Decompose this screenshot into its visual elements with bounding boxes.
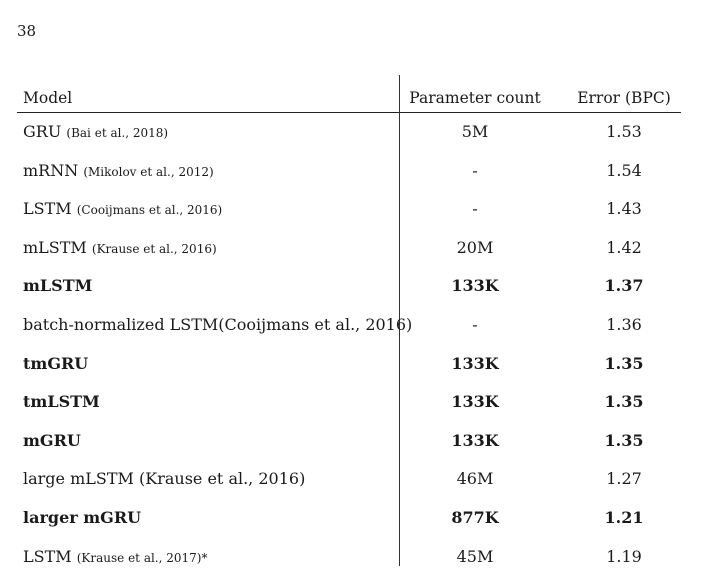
table-row	[17, 345, 687, 384]
table-row	[17, 152, 687, 191]
table-row	[17, 499, 687, 538]
model-name: batch-normalized LSTM(Cooijmans et al., 2016)	[23, 314, 413, 334]
model-cell	[23, 267, 92, 305]
model-cell	[23, 345, 88, 383]
table-body	[17, 113, 687, 576]
model-citation: (Cooijmans et al., 2016)	[76, 203, 223, 218]
table-row	[17, 229, 687, 268]
error-cell: 1.21	[604, 507, 644, 527]
model-cell	[23, 383, 100, 421]
model-name: larger mGRU	[23, 507, 142, 527]
header-error: Error (BPC)	[577, 89, 671, 107]
parameter-count-cell: 46M	[456, 469, 494, 489]
error-cell: 1.35	[604, 392, 644, 412]
model-name: LSTM	[23, 199, 72, 219]
error-cell: 1.35	[604, 353, 644, 373]
parameter-count-cell: -	[472, 314, 478, 334]
error-cell: 1.19	[606, 546, 642, 566]
model-name: LSTM	[23, 546, 72, 566]
parameter-count-cell: -	[472, 160, 478, 180]
table-row	[17, 538, 687, 577]
model-cell	[23, 113, 168, 152]
model-cell	[23, 538, 207, 577]
error-cell: 1.36	[606, 314, 642, 334]
model-name: large mLSTM (Krause et al., 2016)	[23, 469, 306, 489]
model-cell	[23, 152, 214, 191]
error-cell: 1.43	[606, 199, 642, 219]
header-model: Model	[23, 89, 73, 107]
table-header	[17, 77, 687, 113]
parameter-count-cell: 877K	[451, 507, 499, 527]
error-cell: 1.37	[604, 276, 644, 296]
model-cell	[23, 422, 81, 460]
model-cell	[23, 306, 412, 344]
model-name: tmLSTM	[23, 392, 100, 412]
error-cell: 1.42	[606, 237, 642, 257]
parameter-count-cell: 133K	[451, 353, 499, 373]
parameter-count-cell: -	[472, 199, 478, 219]
table-row	[17, 306, 687, 345]
table-row	[17, 190, 687, 229]
header-parameter-count: Parameter count	[409, 89, 541, 107]
model-name: GRU	[23, 122, 62, 141]
table-row	[17, 460, 687, 499]
model-name: mGRU	[23, 430, 81, 450]
results-table	[17, 77, 687, 576]
model-citation: (Krause et al., 2017)*	[76, 550, 208, 565]
parameter-count-cell: 5M	[461, 122, 489, 141]
parameter-count-cell: 133K	[451, 430, 499, 450]
model-cell	[23, 499, 141, 537]
model-citation: (Bai et al., 2018)	[66, 126, 169, 140]
parameter-count-cell: 20M	[456, 237, 494, 257]
model-cell	[23, 190, 222, 229]
model-citation: (Krause et al., 2016)	[91, 241, 217, 256]
table-row	[17, 113, 687, 152]
table-row	[17, 383, 687, 422]
model-cell	[23, 229, 217, 268]
model-name: mRNN	[23, 160, 79, 180]
model-name: mLSTM	[23, 276, 93, 296]
page-number: 38	[17, 22, 37, 40]
model-name: tmGRU	[23, 353, 89, 373]
parameter-count-cell: 133K	[451, 276, 499, 296]
model-name: mLSTM	[23, 237, 87, 257]
table-row	[17, 267, 687, 306]
error-cell: 1.54	[606, 160, 642, 180]
error-cell: 1.35	[604, 430, 644, 450]
model-cell	[23, 460, 305, 498]
parameter-count-cell: 45M	[456, 546, 494, 566]
parameter-count-cell: 133K	[451, 392, 499, 412]
error-cell: 1.53	[606, 122, 642, 141]
model-citation: (Mikolov et al., 2012)	[83, 164, 214, 179]
table-row	[17, 422, 687, 461]
error-cell: 1.27	[606, 469, 642, 489]
